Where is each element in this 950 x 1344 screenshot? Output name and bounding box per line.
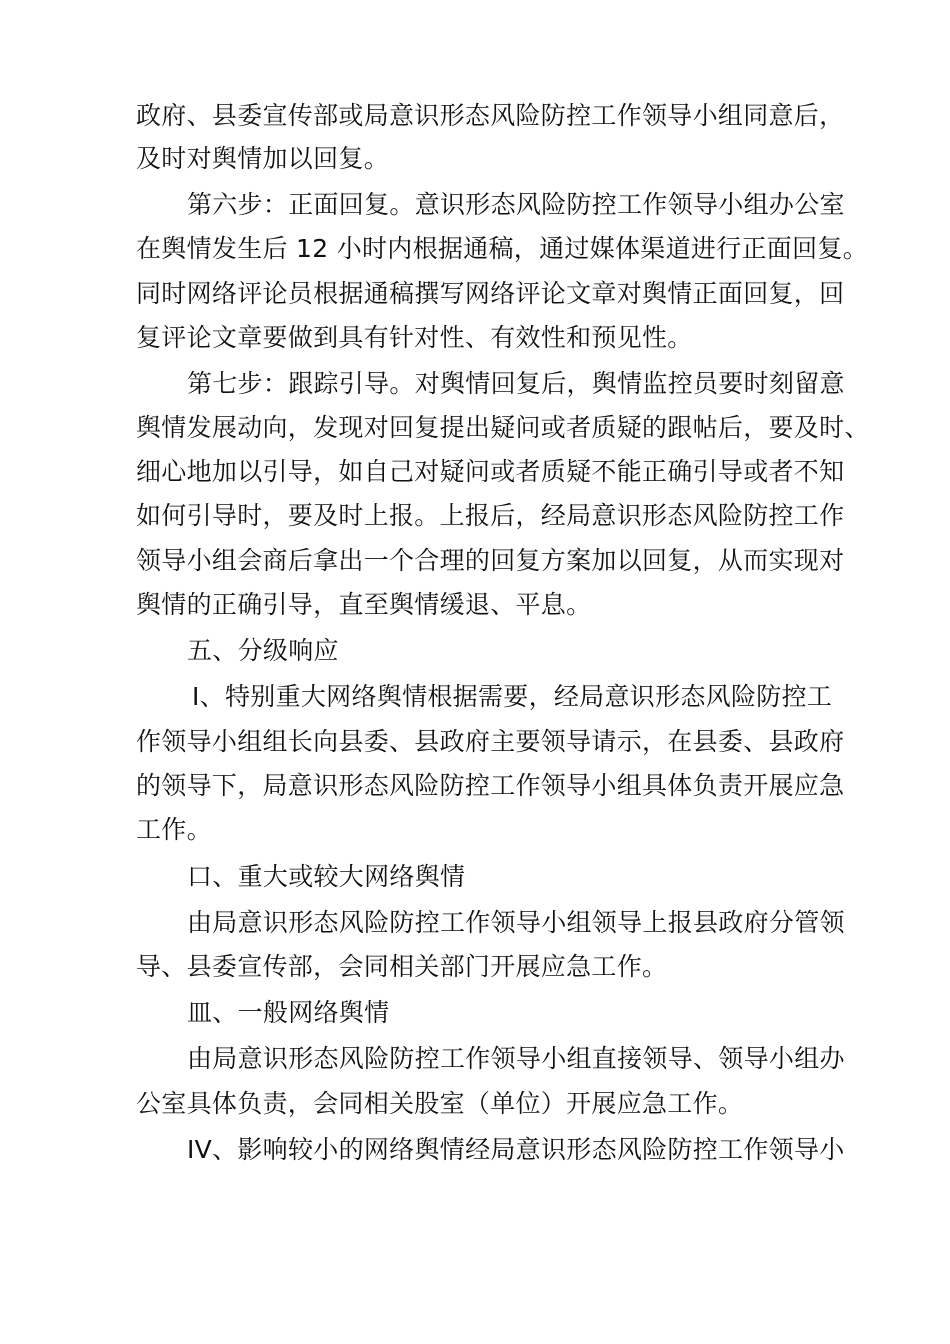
text-line: 舆情发展动向，发现对回复提出疑问或者质疑的跟帖后，要及时、 xyxy=(136,413,870,442)
text-line: 作领导小组组长向县委、县政府主要领导请示，在县委、县政府 xyxy=(136,727,845,756)
paragraph-level-one-start: I、特别重大网络舆情根据需要，经局意识形态风险防控工 xyxy=(192,682,833,711)
paragraph-step-six-start: 第六步：正面回复。意识形态风险防控工作领导小组办公室 xyxy=(187,190,845,219)
text-line: 如何引导时，要及时上报。上报后，经局意识形态风险防控工作 xyxy=(136,501,845,530)
text-line: 及时对舆情加以回复。 xyxy=(136,144,390,173)
text-line: 舆情的正确引导，直至舆情缓退、平息。 xyxy=(136,590,592,619)
text-line: 复评论文章要做到具有针对性、有效性和预见性。 xyxy=(136,323,693,352)
text-line: 在舆情发生后 12 小时内根据通稿，通过媒体渠道进行正面回复。 xyxy=(136,234,869,263)
text-line: 细心地加以引导，如自己对疑问或者质疑不能正确引导或者不知 xyxy=(136,457,845,486)
section-heading-graded-response: 五、分级响应 xyxy=(187,636,339,665)
paragraph-level-three-start: 由局意识形态风险防控工作领导小组直接领导、领导小组办 xyxy=(187,1044,845,1073)
subheading-level-three: 皿、一般网络舆情 xyxy=(187,998,390,1027)
text-line: 的领导下，局意识形态风险防控工作领导小组具体负责开展应急 xyxy=(136,771,845,800)
text-line: 同时网络评论员根据通稿撰写网络评论文章对舆情正面回复，回 xyxy=(136,279,845,308)
paragraph-step-seven-start: 第七步：跟踪引导。对舆情回复后，舆情监控员要时刻留意 xyxy=(187,369,845,398)
paragraph-level-four-start: IV、影响较小的网络舆情经局意识形态风险防控工作领导小 xyxy=(187,1135,845,1164)
text-line: 公室具体负责，会同相关股室（单位）开展应急工作。 xyxy=(136,1089,744,1118)
text-line: 政府、县委宣传部或局意识形态风险防控工作领导小组同意后， xyxy=(136,101,845,130)
text-line: 导、县委宣传部，会同相关部门开展应急工作。 xyxy=(136,952,668,981)
text-line: 工作。 xyxy=(136,815,212,844)
text-line: 领导小组会商后拿出一个合理的回复方案加以回复，从而实现对 xyxy=(136,546,845,575)
subheading-level-two: 口、重大或较大网络舆情 xyxy=(187,862,466,891)
paragraph-level-two-start: 由局意识形态风险防控工作领导小组领导上报县政府分管领 xyxy=(187,908,845,937)
